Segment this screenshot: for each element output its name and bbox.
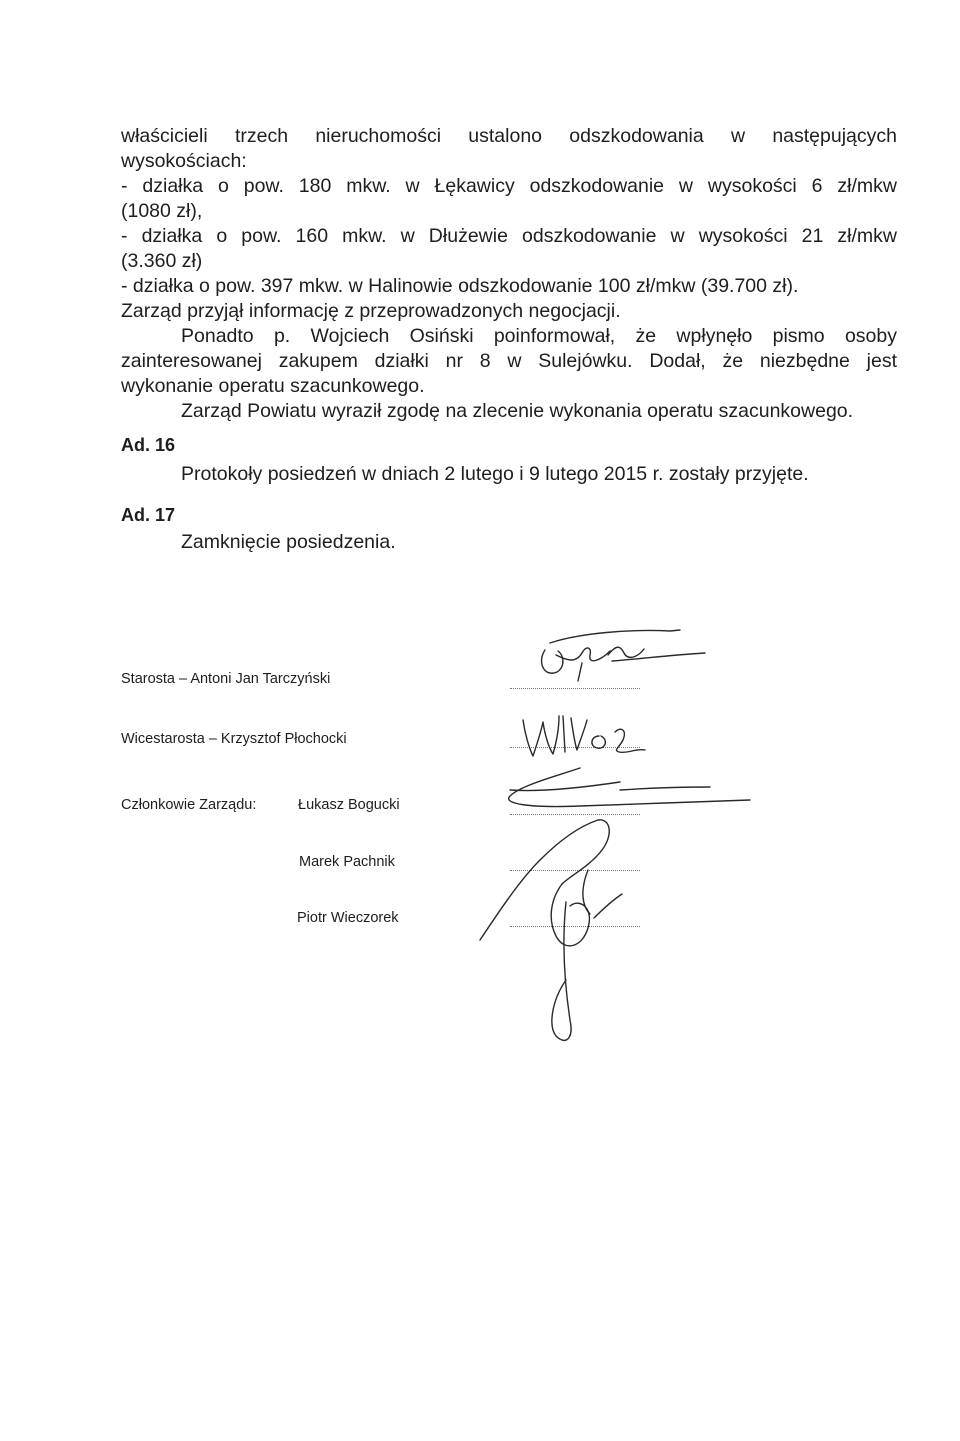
- ad17-text: Zamknięcie posiedzenia.: [181, 531, 396, 553]
- ad16-heading: Ad. 16: [121, 435, 176, 455]
- text-line-8: Zarząd przyjął informację z przeprowadzonych negocjacji.: [121, 300, 621, 322]
- text-line-11: wykonanie operatu szacunkowego.: [121, 375, 425, 397]
- text-line-3: - działka o pow. 180 mkw. w Łękawicy odszkodowanie w wysokości 6 zł/mkw: [121, 175, 897, 197]
- signature-tarczynski: [520, 615, 710, 695]
- text-line-5: - działka o pow. 160 mkw. w Dłużewie odszkodowanie w wysokości 21 zł/mkw: [121, 225, 897, 247]
- ad16-text: Protokoły posiedzeń w dniach 2 lutego i 9 lutego 2015 r. zostały przyjęte.: [181, 463, 809, 485]
- czlonkowie-label: Członkowie Zarządu:: [121, 797, 257, 813]
- wicestarosta-label: Wicestarosta – Krzysztof Płochocki: [121, 731, 347, 747]
- text-line-10: zainteresowanej zakupem działki nr 8 w Sulejówku. Dodał, że niezbędne jest: [121, 350, 897, 372]
- text-line-12: Zarząd Powiatu wyraził zgodę na zlecenie wykonania operatu szacunkowego.: [181, 400, 854, 422]
- text-line-2: wysokościach:: [121, 150, 247, 172]
- starosta-label: Starosta – Antoni Jan Tarczyński: [121, 671, 331, 687]
- text-line-9: Ponadto p. Wojciech Osiński poinformował, że wpłynęło pismo osoby: [181, 325, 897, 347]
- member-wieczorek-label: Piotr Wieczorek: [297, 910, 399, 926]
- member-bogucki-label: Łukasz Bogucki: [298, 797, 400, 813]
- text-line-1: właścicieli trzech nieruchomości ustalono odszkodowania w następujących: [121, 125, 897, 147]
- signature-pachnik-wieczorek: [470, 810, 660, 1050]
- member-pachnik-label: Marek Pachnik: [299, 854, 395, 870]
- text-line-4: (1080 zł),: [121, 200, 203, 222]
- ad17-heading: Ad. 17: [121, 505, 176, 525]
- text-line-7: - działka o pow. 397 mkw. w Halinowie odszkodowanie 100 zł/mkw (39.700 zł).: [121, 275, 799, 297]
- text-line-6: (3.360 zł): [121, 250, 203, 272]
